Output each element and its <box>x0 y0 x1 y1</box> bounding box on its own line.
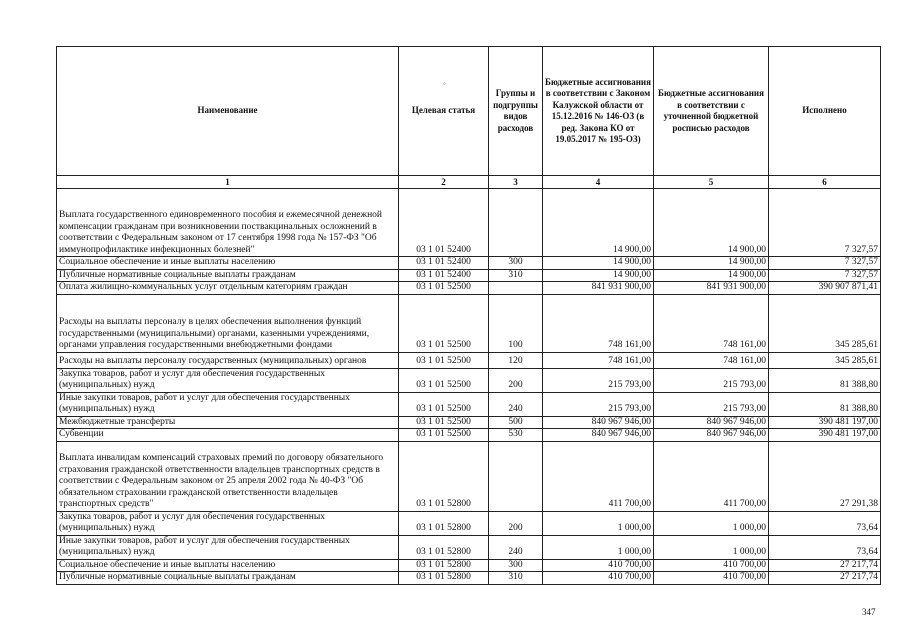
row-name: Расходы на выплаты персоналу государственных (муниципальных) органов <box>57 352 399 368</box>
table-body <box>57 189 881 585</box>
table-row <box>57 535 881 559</box>
row-executed: 7 327,57 <box>769 189 881 257</box>
row-target-article: 03 1 01 52800 <box>399 572 489 585</box>
row-executed: 345 285,61 <box>769 352 881 368</box>
row-name: Межбюджетные трансферты <box>57 416 399 429</box>
row-name: Иные закупки товаров, работ и услуг для обеспечения государственных (муниципальных) нужд <box>57 392 399 416</box>
table-row <box>57 392 881 416</box>
row-name: Иные закупки товаров, работ и услуг для обеспечения государственных (муниципальных) нужд <box>57 535 399 559</box>
table-row <box>57 294 881 352</box>
row-roster-allocation: 841 931 900,00 <box>654 282 769 295</box>
row-roster-allocation: 14 900,00 <box>654 269 769 282</box>
row-executed: 27 217,74 <box>769 572 881 585</box>
row-roster-allocation: 748 161,00 <box>654 352 769 368</box>
row-target-article: 03 1 01 52500 <box>399 368 489 392</box>
row-law-allocation: 748 161,00 <box>543 294 654 352</box>
row-executed: 390 481 197,00 <box>769 416 881 429</box>
column-number: 4 <box>543 176 654 189</box>
row-law-allocation: 215 793,00 <box>543 368 654 392</box>
column-number: 6 <box>769 176 881 189</box>
row-executed: 27 217,74 <box>769 559 881 572</box>
row-law-allocation: 841 931 900,00 <box>543 282 654 295</box>
row-target-article: 03 1 01 52500 <box>399 294 489 352</box>
table-row <box>57 429 881 442</box>
row-target-article: 03 1 01 52800 <box>399 511 489 535</box>
row-law-allocation: 410 700,00 <box>543 559 654 572</box>
budget-execution-table <box>56 46 881 585</box>
row-target-article: 03 1 01 52800 <box>399 559 489 572</box>
column-number: 1 <box>57 176 399 189</box>
row-roster-allocation: 840 967 946,00 <box>654 429 769 442</box>
table-row <box>57 257 881 270</box>
row-target-article: 03 1 01 52500 <box>399 416 489 429</box>
row-expense-group: 240 <box>489 535 543 559</box>
row-name: Закупка товаров, работ и услуг для обеспечения государственных (муниципальных) нужд <box>57 511 399 535</box>
row-expense-group: 240 <box>489 392 543 416</box>
header-executed: Исполнено <box>769 47 881 176</box>
table-row <box>57 441 881 511</box>
row-expense-group: 310 <box>489 269 543 282</box>
header-row <box>57 47 881 176</box>
column-number: 2 <box>399 176 489 189</box>
table-row <box>57 368 881 392</box>
row-roster-allocation: 1 000,00 <box>654 535 769 559</box>
row-target-article: 03 1 01 52800 <box>399 441 489 511</box>
table-row <box>57 282 881 295</box>
row-law-allocation: 1 000,00 <box>543 535 654 559</box>
row-name: Субвенции <box>57 429 399 442</box>
table-row <box>57 559 881 572</box>
column-number: 3 <box>489 176 543 189</box>
row-roster-allocation: 840 967 946,00 <box>654 416 769 429</box>
row-target-article: 03 1 01 52800 <box>399 535 489 559</box>
header-roster-allocations: Бюджетные ассигнования в соответствии с уточненной бюджетной росписью расходов <box>654 47 769 176</box>
row-executed: 81 388,80 <box>769 392 881 416</box>
row-expense-group: 300 <box>489 257 543 270</box>
row-expense-group <box>489 441 543 511</box>
row-law-allocation: 410 700,00 <box>543 572 654 585</box>
row-law-allocation: 411 700,00 <box>543 441 654 511</box>
row-expense-group: 200 <box>489 368 543 392</box>
row-name: Социальное обеспечение и иные выплаты населению <box>57 559 399 572</box>
scan-mark: ◦ <box>443 79 446 88</box>
row-law-allocation: 1 000,00 <box>543 511 654 535</box>
row-name: Расходы на выплаты персоналу в целях обеспечения выполнения функций государственными (муниципальными) органами, казенными учреждениями, органами управления государственными внебюджетными фондами <box>57 294 399 352</box>
row-executed: 390 907 871,41 <box>769 282 881 295</box>
column-number-row <box>57 176 881 189</box>
row-expense-group: 100 <box>489 294 543 352</box>
row-name: Публичные нормативные социальные выплаты гражданам <box>57 572 399 585</box>
row-expense-group: 300 <box>489 559 543 572</box>
row-executed: 345 285,61 <box>769 294 881 352</box>
table-row <box>57 416 881 429</box>
row-law-allocation: 14 900,00 <box>543 189 654 257</box>
row-law-allocation: 14 900,00 <box>543 257 654 270</box>
row-roster-allocation: 748 161,00 <box>654 294 769 352</box>
row-law-allocation: 215 793,00 <box>543 392 654 416</box>
row-roster-allocation: 14 900,00 <box>654 189 769 257</box>
row-executed: 390 481 197,00 <box>769 429 881 442</box>
row-target-article: 03 1 01 52400 <box>399 269 489 282</box>
row-target-article: 03 1 01 52500 <box>399 282 489 295</box>
table-row <box>57 189 881 257</box>
table-row <box>57 269 881 282</box>
row-name: Социальное обеспечение и иные выплаты населению <box>57 257 399 270</box>
row-executed: 73,64 <box>769 511 881 535</box>
row-name: Публичные нормативные социальные выплаты гражданам <box>57 269 399 282</box>
row-name: Оплата жилищно-коммунальных услуг отдельным категориям граждан <box>57 282 399 295</box>
row-executed: 81 388,80 <box>769 368 881 392</box>
row-target-article: 03 1 01 52400 <box>399 257 489 270</box>
row-expense-group <box>489 282 543 295</box>
row-target-article: 03 1 01 52500 <box>399 429 489 442</box>
row-executed: 7 327,57 <box>769 257 881 270</box>
row-executed: 7 327,57 <box>769 269 881 282</box>
row-roster-allocation: 215 793,00 <box>654 392 769 416</box>
row-expense-group: 530 <box>489 429 543 442</box>
header-target-article: Целевая статья <box>399 47 489 176</box>
row-roster-allocation: 410 700,00 <box>654 559 769 572</box>
row-target-article: 03 1 01 52500 <box>399 392 489 416</box>
row-name: Выплата государственного единовременного пособия и ежемесячной денежной компенсации гражданам при возникновении поствакцинальных осложнений в соответствии с Федеральным законом от 17 сентября 1998 года № 157-ФЗ "Об иммунопрофилактике инфекционных болезней" <box>57 189 399 257</box>
column-number: 5 <box>654 176 769 189</box>
table-row <box>57 352 881 368</box>
row-expense-group: 310 <box>489 572 543 585</box>
header-name: Наименование <box>57 47 399 176</box>
row-law-allocation: 840 967 946,00 <box>543 429 654 442</box>
row-name: Закупка товаров, работ и услуг для обеспечения государственных (муниципальных) нужд <box>57 368 399 392</box>
row-roster-allocation: 215 793,00 <box>654 368 769 392</box>
row-target-article: 03 1 01 52500 <box>399 352 489 368</box>
row-expense-group: 120 <box>489 352 543 368</box>
row-name: Выплата инвалидам компенсаций страховых премий по договору обязательного страхования гражданской ответственности владельцев транспортных средств в соответствии с Федеральным законом от 25 апреля 2002 года № 40-ФЗ "Об обязательном страховании гражданской ответственности владельцев транспортных средств" <box>57 441 399 511</box>
row-expense-group <box>489 189 543 257</box>
row-roster-allocation: 410 700,00 <box>654 572 769 585</box>
table-row <box>57 511 881 535</box>
row-executed: 27 291,38 <box>769 441 881 511</box>
header-expense-groups: Группы и подгруппы видов расходов <box>489 47 543 176</box>
row-expense-group: 200 <box>489 511 543 535</box>
row-law-allocation: 14 900,00 <box>543 269 654 282</box>
table-row <box>57 572 881 585</box>
page-number: 347 <box>862 607 876 617</box>
row-roster-allocation: 411 700,00 <box>654 441 769 511</box>
row-expense-group: 500 <box>489 416 543 429</box>
row-law-allocation: 840 967 946,00 <box>543 416 654 429</box>
row-law-allocation: 748 161,00 <box>543 352 654 368</box>
row-roster-allocation: 14 900,00 <box>654 257 769 270</box>
header-law-allocations: Бюджетные ассигнования в соответствии с Законом Калужской области от 15.12.2016 № 146-ОЗ (в ред. Закона КО от 19.05.2017 № 195-ОЗ) <box>543 47 654 176</box>
row-executed: 73,64 <box>769 535 881 559</box>
row-target-article: 03 1 01 52400 <box>399 189 489 257</box>
row-roster-allocation: 1 000,00 <box>654 511 769 535</box>
